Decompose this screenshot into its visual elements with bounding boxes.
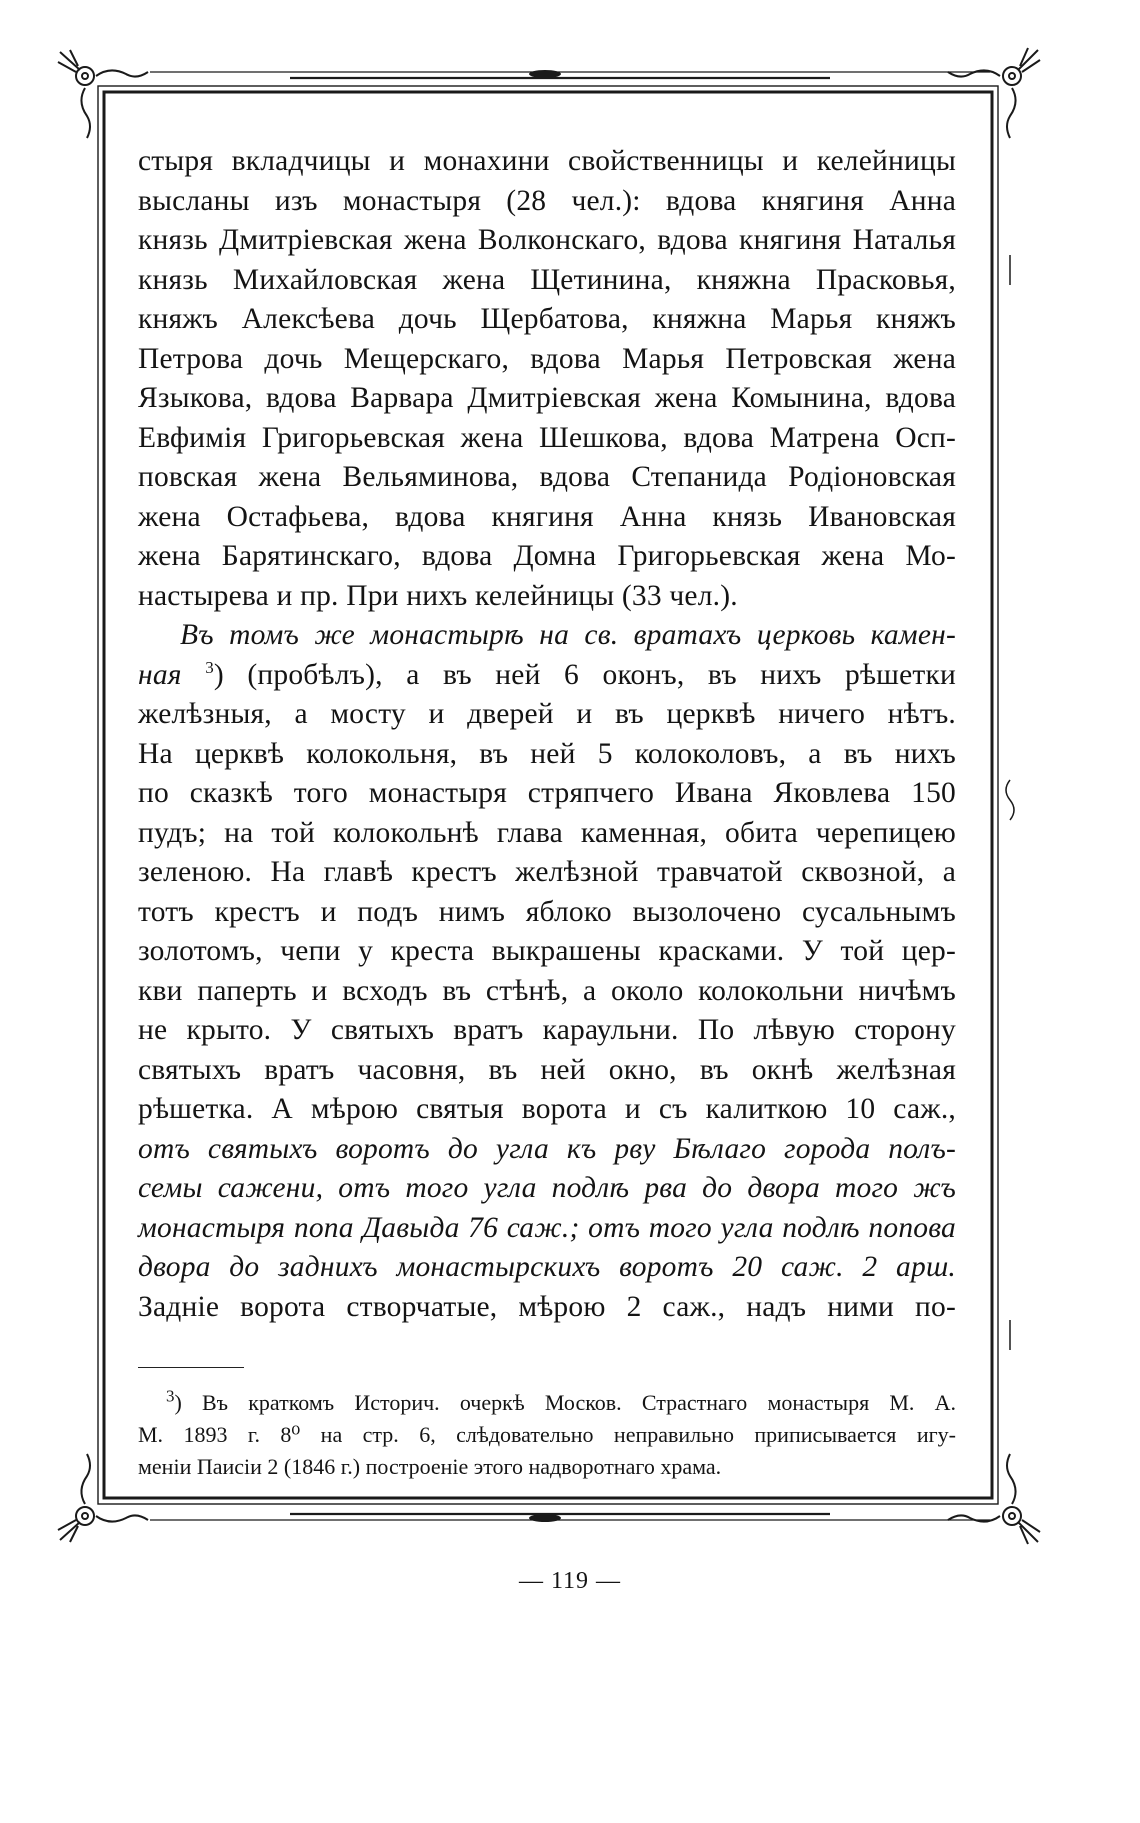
italic-word: ная [138,658,182,691]
footnote-ref: 3 [205,657,214,677]
right-side-ornament [1006,780,1014,820]
text-line: жена Остафьева, вдова княгиня Анна князь Ивановская [138,500,956,533]
text-line-italic: двора до заднихъ монастырскихъ воротъ 20 саж. 2 арш. [138,1251,956,1283]
footnote-marker: 3 [166,1386,175,1406]
text-line: святыхъ вратъ часовня, въ ней окно, въ окнѣ желѣзная [138,1053,956,1086]
text-line: пудъ; на той колокольнѣ глава каменная, обита черепицею [138,816,956,849]
text-line: повская жена Вельяминова, вдова Степанида Родіоновская [138,461,956,493]
text-line: Петрова дочь Мещерскаго, вдова Марья Петровская жена [138,342,956,375]
page-number: — 119 — [518,1568,622,1594]
text-line: золотомъ, чепи у креста выкрашены красками. У той цер- [138,935,956,967]
footnote-line: М. 1893 г. 8⁰ на стр. 6, слѣдовательно неправильно приписывается игу- [138,1422,956,1447]
text-line: княжъ Алексѣева дочь Щербатова, княжна Марья княжъ [138,303,956,335]
line-rest: ) (пробѣлъ), а въ ней 6 оконъ, въ нихъ рѣшетки [213,658,956,691]
text-line: по сказкѣ того монастыря стряпчего Ивана Яковлева 150 [138,777,956,809]
text-line: кви паперть и всходъ въ стѣнѣ, а около колокольни ничѣмъ [138,974,956,1007]
footnote-divider [138,1367,244,1368]
text-line-italic: монастыря попа Давыда 76 саж.; отъ того угла подлѣ попова [138,1211,956,1244]
text-line: стыря вкладчицы и монахини свойственницы и келейницы [138,145,956,177]
text-line: не крыто. У святыхъ вратъ караульни. По лѣвую сторону [138,1014,956,1046]
text-line-italic: семы сажени, отъ того угла подлѣ рва до двора того жъ [138,1172,956,1204]
text-line: Языкова, вдова Варвара Дмитріевская жена Комынина, вдова [138,382,956,414]
footnote-line [138,1387,956,1419]
text-line: князь Михайловская жена Щетинина, княжна Прасковья, [138,263,956,296]
text-line: жена Барятинскаго, вдова Домна Григорьевская жена Мо- [138,540,956,572]
footnote-line: меніи Паисіи 2 (1846 г.) построеніе этого надворотнаго храма. [138,1454,722,1479]
text-line: высланы изъ монастыря (28 чел.): вдова княгиня Анна [138,184,956,217]
text-line: На церквѣ колокольня, въ ней 5 колоколовъ, а въ нихъ [138,737,956,770]
text-line: тотъ крестъ и подъ нимъ яблоко вызолочено сусальнымъ [138,895,956,928]
text-line: Задніе ворота створчатые, мѣрою 2 саж., надъ ними по- [138,1290,956,1323]
top-center-ornament [529,70,561,78]
text-line-with-footnote-ref [138,656,956,696]
text-line: Евфимія Григорьевская жена Шешкова, вдова Матрена Осп- [138,421,956,454]
text-line: зеленою. На главѣ крестъ желѣзной травчатой сквозной, а [138,856,956,888]
text-line: рѣшетка. А мѣрою святыя ворота и съ калиткою 10 саж., [138,1093,956,1125]
text-line: князь Дмитріевская жена Волконскаго, вдова княгиня Наталья [138,224,956,256]
text-line: желѣзныя, а мосту и дверей и въ церквѣ ничего нѣтъ. [138,698,956,730]
text-line-italic: отъ святыхъ воротъ до угла къ рву Бѣлаго города полъ- [138,1132,956,1165]
text-line: настырева и пр. При нихъ келейницы (33 чел.). [138,579,738,612]
footnote [138,1387,956,1483]
footnote-text: ) Въ краткомъ Историч. очеркѣ Москов. Страстнаго монастыря М. А. [174,1390,956,1415]
bottom-center-ornament [529,1514,561,1522]
main-text [138,142,956,1327]
paragraph-opening-line: Въ томъ же монастырѣ на св. вратахъ церковь камен- [180,619,956,651]
